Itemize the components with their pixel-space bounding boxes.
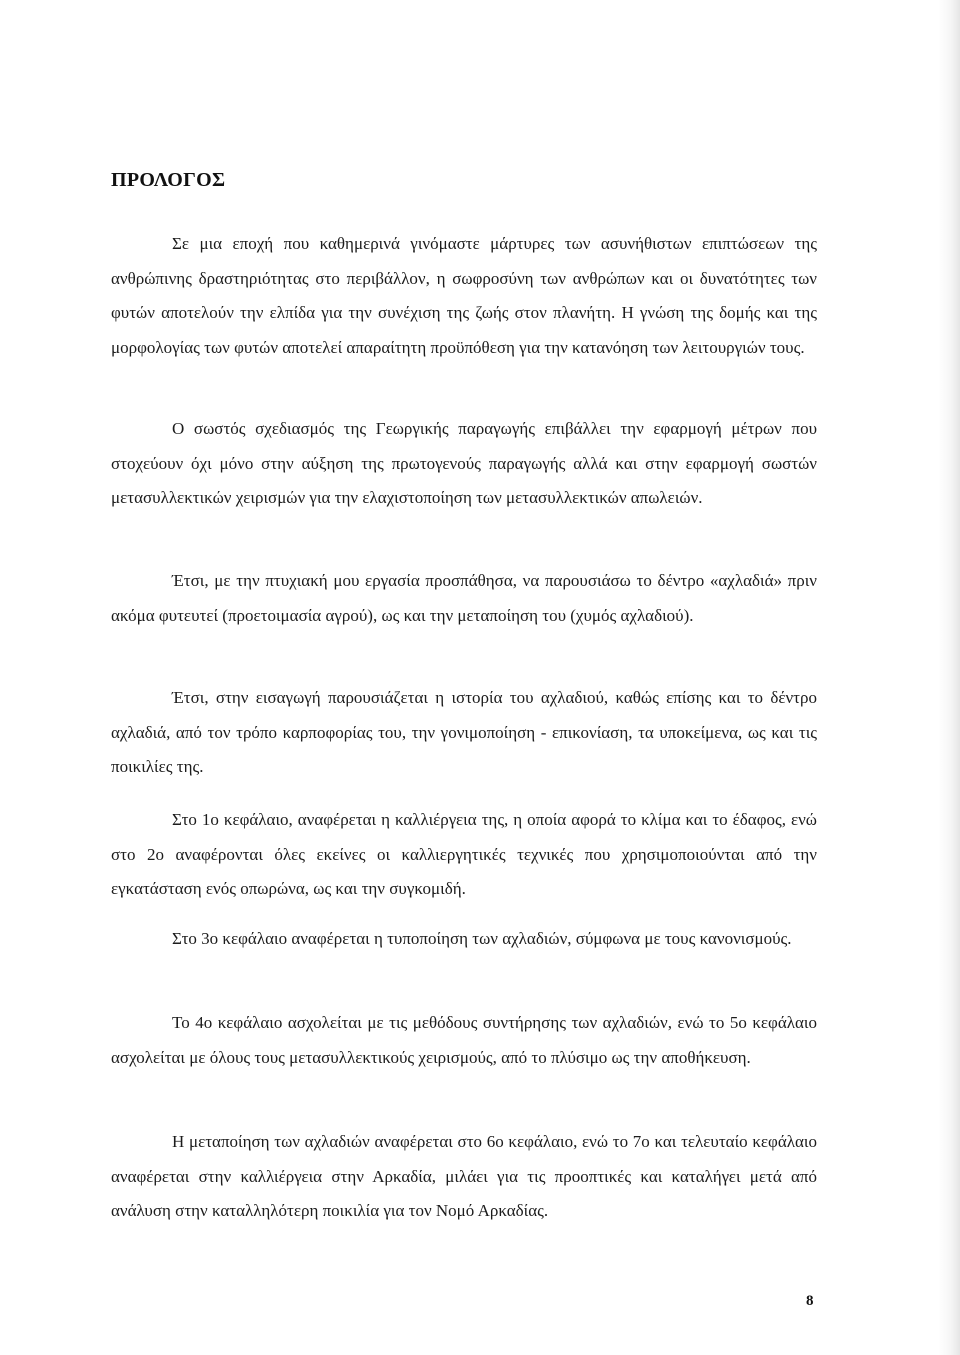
paragraph-8: Η μεταποίηση των αχλαδιών αναφέρεται στο 6ο κεφάλαιο, ενώ το 7ο και τελευταίο κεφάλαιο αναφέρεται στην καλλιέργεια στην Αρκαδία, μιλάει για τις προοπτικές και καταλήγει μετά από ανάλυση στην καταλληλότερη ποικιλία για τον Νομό Αρκαδίας. bbox=[111, 1132, 817, 1220]
paragraph-6: Στο 3ο κεφάλαιο αναφέρεται η τυποποίηση των αχλαδιών, σύμφωνα με τους κανονισμούς. bbox=[172, 929, 792, 948]
paragraph-2: Ο σωστός σχεδιασμός της Γεωργικής παραγωγής επιβάλλει την εφαρμογή μέτρων που στοχεύουν όχι μόνο στην αύξηση της πρωτογενούς παραγωγής αλλά και στην εφαρμογή σωστών μετασυλλεκτικών χειρισμών για την ελαχιστοποίηση των μετασυλλεκτικών απωλειών. bbox=[111, 419, 817, 507]
page-number: 8 bbox=[806, 1293, 814, 1309]
paragraph-4: Έτσι, στην εισαγωγή παρουσιάζεται η ιστορία του αχλαδιού, καθώς επίσης και το δέντρο αχλαδιά, από τον τρόπο καρποφορίας του, την γονιμοποίηση - επικονίαση, τα υποκείμενα, ως και τις ποικιλίες της. bbox=[111, 688, 817, 776]
paragraph-7: Το 4ο κεφάλαιο ασχολείται με τις μεθόδους συντήρησης των αχλαδιών, ενώ το 5ο κεφάλαιο ασχολείται με όλους τους μετασυλλεκτικούς χειρισμούς, από το πλύσιμο ως την αποθήκευση. bbox=[111, 1013, 817, 1067]
paragraph-1: Σε μια εποχή που καθημερινά γινόμαστε μάρτυρες των ασυνήθιστων επιπτώσεων της ανθρώπινης δραστηριότητας στο περιβάλλον, η σωφροσύνη των ανθρώπων και οι δυνατότητες των φυτών αποτελούν την ελπίδα για την συνέχιση της ζωής στον πλανήτη. Η γνώση της δομής και της μορφολογίας των φυτών αποτελεί απαραίτητη προϋπόθεση για την κατανόηση των λειτουργιών τους. bbox=[111, 234, 817, 357]
page-title: ΠΡΟΛΟΓΟΣ bbox=[111, 169, 226, 191]
paragraph-5: Στο 1ο κεφάλαιο, αναφέρεται η καλλιέργεια της, η οποία αφορά το κλίμα και το έδαφος, ενώ στο 2ο αναφέρονται όλες εκείνες οι καλλιεργητικές τεχνικές που χρησιμοποιούνται από την εγκατάσταση ενός οπωρώνα, ως και την συγκομιδή. bbox=[111, 810, 817, 898]
paragraph-3: Έτσι, με την πτυχιακή μου εργασία προσπάθησα, να παρουσιάσω το δέντρο «αχλαδιά» πριν ακόμα φυτευτεί (προετοιμασία αγρού), ως και την μεταποίηση του (χυμός αχλαδιού). bbox=[111, 571, 817, 625]
scan-edge-shadow bbox=[938, 0, 960, 1355]
